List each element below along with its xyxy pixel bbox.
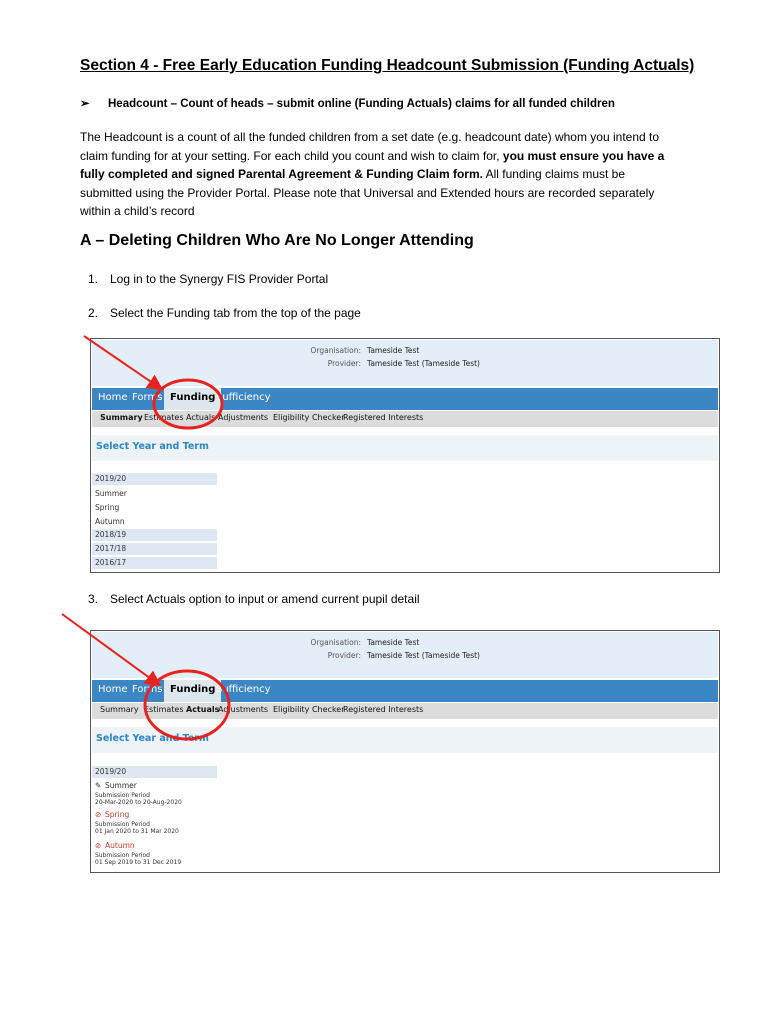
nav-home[interactable]: Home xyxy=(98,684,128,695)
subnav-registered-interests[interactable]: Registered Interests xyxy=(343,413,424,422)
select-year-term-title: Select Year and Term xyxy=(96,441,209,452)
year-row-2018-19[interactable]: 2018/19 xyxy=(92,529,217,541)
submit-icon: ✎ xyxy=(95,781,102,790)
subnav-summary[interactable]: Summary xyxy=(100,413,143,422)
term-spring[interactable]: Spring xyxy=(95,503,120,512)
step-text: Select Actuals option to input or amend current pupil detail xyxy=(110,592,420,606)
org-value: Tameside Test xyxy=(367,346,420,355)
nav-forms[interactable]: Forms xyxy=(132,392,163,403)
paragraph-bold-text: you must ensure you have a fully completed and signed Parental Agreement & Funding Claim form. xyxy=(80,148,665,181)
submission-period-dates: 01 Jan 2020 to 31 Mar 2020 xyxy=(95,828,179,835)
term-name: Autumn xyxy=(105,841,135,850)
step-text: Select the Funding tab from the top of the page xyxy=(110,306,361,320)
submission-period-dates: 01 Sep 2019 to 31 Dec 2019 xyxy=(95,859,182,866)
subnav-adjustments[interactable]: Adjustments xyxy=(218,705,269,714)
year-row-2019-20[interactable]: 2019/20 xyxy=(92,766,217,778)
headcount-paragraph xyxy=(80,128,680,221)
submission-period-label: Submission Period xyxy=(95,821,150,828)
term-spring[interactable] xyxy=(95,810,129,819)
subnav-estimates[interactable]: Estimates xyxy=(144,413,184,422)
subnav-actuals[interactable]: Actuals xyxy=(186,413,216,422)
closed-icon: ⊘ xyxy=(95,841,102,850)
step-3 xyxy=(88,592,420,606)
subnav-eligibility-checker[interactable]: Eligibility Checker xyxy=(273,413,345,422)
select-year-term-bar xyxy=(92,435,718,461)
org-header xyxy=(92,632,718,678)
term-autumn[interactable]: Autumn xyxy=(95,517,125,526)
subnav-adjustments[interactable]: Adjustments xyxy=(218,413,269,422)
term-summer[interactable] xyxy=(95,781,137,790)
term-summer[interactable]: Summer xyxy=(95,489,127,498)
subnav-summary[interactable]: Summary xyxy=(100,705,139,714)
step-2 xyxy=(88,306,361,320)
main-nav xyxy=(92,680,718,702)
step-number: 2. xyxy=(88,306,99,320)
portal-screenshot-1 xyxy=(90,338,720,573)
nav-funding[interactable]: Funding xyxy=(164,388,221,410)
funding-subnav xyxy=(92,703,718,719)
org-header xyxy=(92,340,718,386)
year-row-2016-17[interactable]: 2016/17 xyxy=(92,557,217,569)
step-1 xyxy=(88,272,328,286)
org-value: Tameside Test xyxy=(367,638,420,647)
submission-period-dates: 20-Mar-2020 to 20-Aug-2020 xyxy=(95,799,182,806)
submission-period-label: Submission Period xyxy=(95,852,150,859)
year-row-2017-18[interactable]: 2017/18 xyxy=(92,543,217,555)
nav-home[interactable]: Home xyxy=(98,392,128,403)
headcount-bullet xyxy=(80,96,615,110)
provider-label: Provider: xyxy=(327,359,361,368)
step-number: 1. xyxy=(88,272,99,286)
portal-screenshot-2 xyxy=(90,630,720,873)
year-row-2019-20[interactable]: 2019/20 xyxy=(92,473,217,485)
step-number: 3. xyxy=(88,592,99,606)
bullet-text: Headcount – Count of heads – submit online (Funding Actuals) claims for all funded children xyxy=(108,98,615,110)
nav-forms[interactable]: Forms xyxy=(132,684,163,695)
subnav-actuals[interactable]: Actuals xyxy=(186,705,220,714)
select-year-term-bar xyxy=(92,727,718,753)
funding-subnav xyxy=(92,411,718,427)
provider-value: Tameside Test (Tameside Test) xyxy=(367,651,480,660)
submission-period-label: Submission Period xyxy=(95,792,150,799)
section-title: Section 4 - Free Early Education Funding Headcount Submission (Funding Actuals) xyxy=(80,57,695,74)
nav-sufficiency[interactable]: Sufficiency xyxy=(216,684,271,695)
arrow-bullet-icon: ➢ xyxy=(80,98,90,110)
closed-icon: ⊘ xyxy=(95,810,102,819)
org-label: Organisation: xyxy=(310,346,361,355)
provider-value: Tameside Test (Tameside Test) xyxy=(367,359,480,368)
select-year-term-title: Select Year and Term xyxy=(96,733,209,744)
section-a-heading: A – Deleting Children Who Are No Longer Attending xyxy=(80,232,474,249)
subnav-registered-interests[interactable]: Registered Interests xyxy=(343,705,424,714)
paragraph-text-2: All funding claims must be submitted using the Provider Portal. Please note that Universal and Extended hours are recorded separately within a child’s record xyxy=(80,167,655,218)
subnav-eligibility-checker[interactable]: Eligibility Checker xyxy=(273,705,345,714)
term-autumn[interactable] xyxy=(95,841,135,850)
nav-funding[interactable]: Funding xyxy=(164,680,221,702)
main-nav xyxy=(92,388,718,410)
term-name: Summer xyxy=(105,781,137,790)
subnav-estimates[interactable]: Estimates xyxy=(144,705,184,714)
org-label: Organisation: xyxy=(310,638,361,647)
step-text: Log in to the Synergy FIS Provider Portal xyxy=(110,272,329,286)
paragraph-text-1: The Headcount is a count of all the funded children from a set date (e.g. headcount date) whom you intend to claim funding for at your setting. For each child you count and wish to claim for, xyxy=(80,130,660,163)
provider-label: Provider: xyxy=(327,651,361,660)
term-name: Spring xyxy=(105,810,130,819)
nav-sufficiency[interactable]: Sufficiency xyxy=(216,392,271,403)
